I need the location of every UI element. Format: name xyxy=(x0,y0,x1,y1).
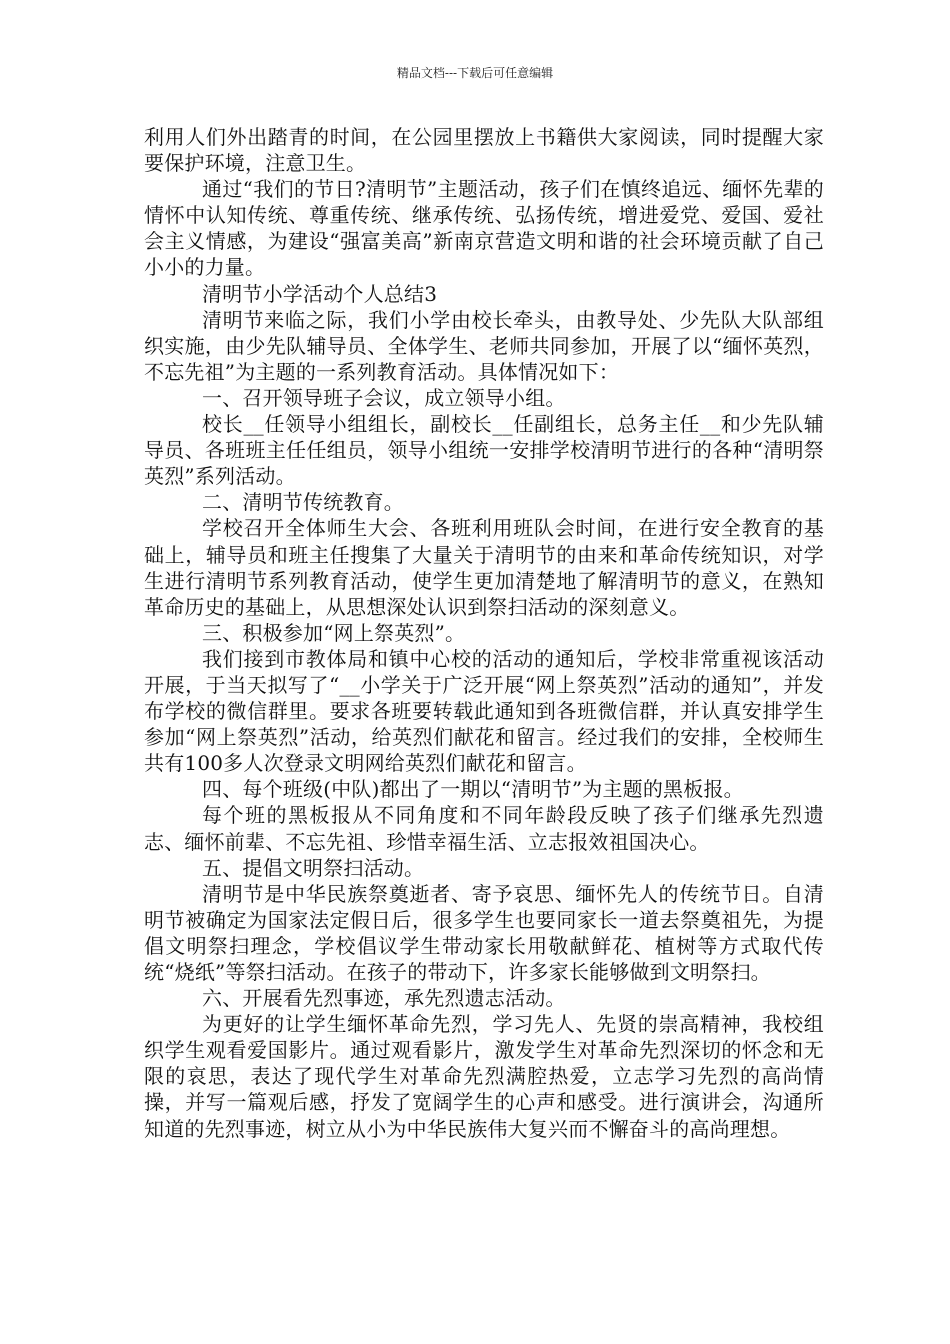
paragraph: 每个班的黑板报从不同角度和不同年龄段反映了孩子们继承先烈遗志、缅怀前辈、不忘先祖、珍惜幸福生活、立志报效祖国决心。 xyxy=(144,803,824,854)
paragraph: 清明节是中华民族祭奠逝者、寄予哀思、缅怀先人的传统节日。自清明节被确定为国家法定假日后，很多学生也要同家长一道去祭奠祖先，为提倡文明祭扫理念，学校倡议学生带动家长用敬献鲜花、植树等方式取代传统“烧纸”等祭扫活动。在孩子的带动下，许多家长能够做到文明祭扫。 xyxy=(144,881,824,984)
paragraph: 利用人们外出踏青的时间，在公园里摆放上书籍供大家阅读，同时提醒大家要保护环境，注意卫生。 xyxy=(144,125,824,176)
section-heading: 四、每个班级(中队)都出了一期以“清明节”为主题的黑板报。 xyxy=(202,777,744,802)
page-header: 精品文档---下载后可任意编辑 xyxy=(396,66,554,80)
section-title: 清明节小学活动个人总结3 xyxy=(202,281,438,306)
document-body xyxy=(144,124,824,1142)
paragraph: 通过“我们的节日?清明节”主题活动，孩子们在慎终追远、缅怀先辈的情怀中认知传统、尊重传统、继承传统、弘扬传统，增进爱党、爱国、爱社会主义情感，为建设“强富美高”新南京营造文明和谐的社会环境贡献了自己小小的力量。 xyxy=(144,177,824,280)
section-heading: 二、清明节传统教育。 xyxy=(202,490,404,515)
paragraph: 我们接到市教体局和镇中心校的活动的通知后，学校非常重视该活动开展，于当天拟写了“__小学关于广泛开展“网上祭英烈”活动的通知”，并发布学校的微信群里。要求各班要转载此通知到各班微信群，并认真安排学生参加“网上祭英烈”活动，给英烈们献花和留言。经过我们的安排，全校师生共有100多人次登录文明网给英烈们献花和留言。 xyxy=(144,646,824,776)
section-heading: 六、开展看先烈事迹，承先烈遗志活动。 xyxy=(202,986,566,1011)
paragraph: 为更好的让学生缅怀革命先烈，学习先人、先贤的崇高精神，我校组织学生观看爱国影片。通过观看影片，激发学生对革命先烈深切的怀念和无限的哀思，表达了现代学生对革命先烈满腔热爱，立志学习先烈的高尚情操，并写一篇观后感，抒发了宽阔学生的心声和感受。进行演讲会，沟通所知道的先烈事迹，树立从小为中华民族伟大复兴而不懈奋斗的高尚理想。 xyxy=(144,1012,824,1141)
section-heading: 一、召开领导班子会议，成立领导小组。 xyxy=(202,385,566,410)
section-heading: 五、提倡文明祭扫活动。 xyxy=(202,855,425,880)
paragraph: 校长__任领导小组组长，副校长__任副组长，总务主任__和少先队辅导员、各班班主任任组员，领导小组统一安排学校清明节进行的各种“清明祭英烈”系列活动。 xyxy=(144,412,824,489)
section-heading: 三、积极参加“网上祭英烈”。 xyxy=(202,620,466,645)
paragraph: 清明节来临之际，我们小学由校长牵头，由教导处、少先队大队部组织实施，由少先队辅导员、全体学生、老师共同参加，开展了以“缅怀英烈，不忘先祖”为主题的一系列教育活动。具体情况如下： xyxy=(144,307,824,384)
paragraph: 学校召开全体师生大会、各班利用班队会时间，在进行安全教育的基础上，辅导员和班主任搜集了大量关于清明节的由来和革命传统知识，对学生进行清明节系列教育活动，使学生更加清楚地了解清明节的意义，在熟知革命历史的基础上，从思想深处认识到祭扫活动的深刻意义。 xyxy=(144,516,824,619)
